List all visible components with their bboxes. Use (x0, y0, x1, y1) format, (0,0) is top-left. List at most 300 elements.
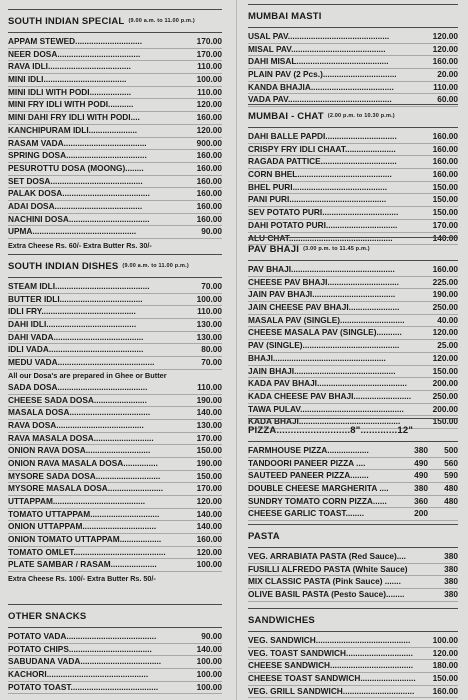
item-price: 100.00 (196, 74, 222, 85)
item-name: ALU CHAT............................................. (248, 232, 393, 243)
item-name: PESUROTTU DOSA (MOONG)........ (8, 162, 144, 173)
item-name: DAHI VADA....................................... (8, 331, 144, 342)
menu-item-row (248, 483, 458, 496)
item-name: CRISPY FRY IDLI CHAAT...................... (248, 143, 396, 154)
item-price: 160.00 (196, 175, 222, 186)
item-name: POTATO VADA....................................... (8, 631, 157, 641)
section-title: PAV BHAJI (248, 243, 300, 255)
menu-item-row (8, 656, 222, 669)
item-price: 130.00 (196, 319, 222, 330)
item-name: PAV (SINGLE).......................................... (248, 340, 400, 351)
menu-item-row (248, 277, 458, 290)
item-list (8, 36, 222, 239)
item-name: KACHORI............................................ (8, 669, 149, 680)
menu-item-row (248, 220, 458, 233)
menu-item-row (248, 673, 458, 686)
item-price-8in: 360 (414, 495, 428, 506)
menu-item-row (248, 404, 458, 417)
item-price: 110.00 (197, 306, 222, 317)
menu-item-row (248, 194, 458, 207)
item-name: MEDU VADA.......................................... (8, 357, 155, 368)
menu-item-row (248, 182, 458, 195)
item-price: 100.00 (196, 681, 222, 692)
item-name: OLIVE BASIL PASTA (Pesto Sauce)........ (248, 589, 405, 600)
item-price-8in: 200 (414, 508, 428, 519)
item-name: NACHINI DOSA................................... (8, 213, 150, 224)
item-price: 120.00 (196, 99, 222, 110)
item-name: IDLI VADA......................................... (8, 344, 144, 355)
section-time: (9.00 a.m. to 11.00 p.m.) (122, 263, 189, 269)
item-price: 160.00 (196, 213, 222, 224)
item-price: 150.00 (432, 181, 458, 192)
item-name: MIX CLASSIC PASTA (Pink Sauce) ....... (248, 576, 401, 587)
item-price: 110.00 (433, 81, 458, 92)
item-name: RAVA MASALA DOSA.......................... (8, 432, 154, 443)
item-list (248, 31, 458, 107)
menu-item-row (248, 589, 458, 602)
item-name: CHEESE PAV BHAJI............................... (248, 276, 399, 287)
menu-item-row (8, 547, 222, 560)
menu-item-row (8, 521, 222, 534)
section-header (8, 9, 222, 33)
item-name: BUTTER IDLI.................................... (8, 293, 143, 304)
menu-item-row (8, 682, 222, 695)
item-price: 110.00 (197, 61, 222, 72)
item-price: 225.00 (432, 276, 458, 287)
item-name: ONION RAVA DOSA............................ (8, 445, 151, 456)
section-header (248, 418, 458, 442)
item-price-12in: 500 (444, 445, 458, 455)
menu-item-row (248, 353, 458, 366)
item-name: MYSORE MASALA DOSA........................ (8, 483, 164, 494)
menu-item-row (8, 496, 222, 509)
item-name: ONION RAVA MASALA DOSA............... (8, 457, 158, 468)
item-price: 380 (444, 551, 458, 561)
item-price: 140.00 (196, 643, 222, 654)
item-name: NEER DOSA.................................... (8, 48, 141, 59)
item-price: 160.00 (432, 56, 458, 67)
menu-item-row (248, 648, 458, 661)
item-name: RAVA DOSA...................................... (8, 419, 144, 430)
item-price-12in: 560 (444, 457, 458, 468)
item-price: 100.00 (196, 669, 222, 680)
item-price: 120.00 (432, 352, 458, 363)
item-price: 380 (444, 563, 458, 574)
menu-item-row (8, 669, 222, 682)
item-price: 170.00 (196, 483, 222, 494)
item-name: RASAM VADA.................................... (8, 137, 147, 148)
item-price: 150.00 (196, 470, 222, 481)
item-price: 140.00 (196, 521, 222, 532)
item-name: PANI PURI.......................................... (248, 194, 387, 205)
item-name: SEV POTATO PURI................................. (248, 207, 399, 218)
item-name: RAGADA PATTICE................................. (248, 156, 397, 167)
section-time: (3.00 p.m. to 11.45 p.m.) (303, 246, 370, 252)
menu-item-row (8, 294, 222, 307)
item-price: 130.00 (196, 419, 222, 430)
item-price: 160.00 (196, 534, 222, 545)
item-price: 160.00 (432, 264, 458, 274)
menu-item-row (8, 99, 222, 112)
menu-item-row (8, 534, 222, 547)
item-name: KANCHIPURAM IDLI..................... (8, 124, 138, 135)
item-price: 250.00 (432, 390, 458, 401)
section-south-indian-dishes (8, 254, 222, 586)
section-header (8, 254, 222, 278)
item-name: DAHI BALLE PAPDI............................... (248, 131, 397, 141)
section-pasta (248, 524, 458, 602)
item-price-8in: 490 (414, 457, 428, 468)
item-name: MINI FRY IDLI WITH PODI........... (8, 99, 134, 110)
item-name: MYSORE SADA DOSA............................ (8, 470, 161, 481)
item-name: PAV BHAJI............................................. (248, 264, 395, 274)
item-name: TAWA PULAV............................................. (248, 403, 404, 414)
item-name: PLAIN PAV (2 Pcs.)................................ (248, 69, 397, 80)
item-price: 120.00 (432, 43, 458, 54)
menu-item-row (8, 433, 222, 446)
menu-item-row (8, 631, 222, 644)
item-name: JAIN BHAJI............................................ (248, 365, 396, 376)
item-price: 170.00 (196, 36, 222, 46)
menu-item-row (8, 319, 222, 332)
item-name: POTATO CHIPS.................................... (8, 643, 152, 654)
item-price-12in: 480 (444, 483, 458, 494)
item-price: 25.00 (437, 340, 458, 351)
menu-item-row (8, 188, 222, 201)
section-south-indian-special (8, 9, 222, 253)
item-list (8, 382, 222, 572)
item-price: 150.00 (432, 673, 458, 684)
menu-item-row (8, 559, 222, 572)
menu-item-row (248, 289, 458, 302)
item-name: RAVA IDLI.................................... (8, 61, 131, 72)
item-price: 120.00 (432, 31, 458, 41)
item-price: 150.00 (432, 207, 458, 218)
item-price: 160.00 (432, 131, 458, 141)
item-name: SABUDANA VADA................................... (8, 656, 162, 667)
menu-item-row (8, 281, 222, 294)
menu-item-row (248, 564, 458, 577)
item-name: DOUBLE CHEESE MARGHERITA .... (248, 483, 389, 494)
item-list (248, 131, 458, 245)
menu-item-row (248, 207, 458, 220)
menu-item-row (248, 508, 458, 521)
section-header (248, 4, 458, 28)
section-sandwiches (248, 608, 458, 698)
section-title: MUMBAI MASTI (248, 10, 322, 22)
item-price: 160.00 (432, 169, 458, 180)
menu-item-row (248, 576, 458, 589)
menu-item-row (8, 445, 222, 458)
item-price-8in: 380 (414, 445, 428, 455)
section-mumbai-masti (248, 4, 458, 107)
item-list (248, 551, 458, 602)
item-price: 380 (444, 576, 458, 587)
menu-item-row (8, 644, 222, 657)
menu-item-row (248, 144, 458, 157)
menu-item-row (8, 395, 222, 408)
section-pav-bhaji (248, 237, 458, 429)
menu-item-row (248, 44, 458, 57)
item-name: BHAJI................................................. (248, 352, 386, 363)
menu-item-row (8, 407, 222, 420)
item-name: APPAM STEWED............................. (8, 36, 142, 46)
item-name: CHEESE MASALA PAV (SINGLE)........... (248, 327, 402, 338)
item-price: 120.00 (196, 124, 222, 135)
section-title: SOUTH INDIAN DISHES (8, 260, 119, 272)
item-name: POTATO TOAST...................................... (8, 681, 159, 692)
item-price: 160.00 (432, 143, 458, 154)
section-mumbai-chat (248, 104, 458, 245)
menu-item-row (8, 125, 222, 138)
item-name: TOMATO UTTAPPAM.............................. (8, 508, 160, 519)
menu-item-row (248, 56, 458, 69)
item-name: STEAM IDLI......................................... (8, 281, 150, 291)
item-price-12in: 480 (444, 495, 458, 506)
item-price-8in: 380 (414, 483, 428, 494)
menu-item-row (248, 458, 458, 471)
item-name: UTTAPPAM........................................ (8, 496, 146, 506)
menu-item-row (8, 176, 222, 189)
extras-note: Extra Cheese Rs. 60/- Extra Butter Rs. 30/- (8, 241, 152, 250)
item-price: 110.00 (197, 86, 222, 97)
item-price: 380 (444, 589, 458, 600)
menu-item-row (8, 357, 222, 370)
menu-item-row (8, 420, 222, 433)
menu-item-row (248, 264, 458, 277)
section-title: SOUTH INDIAN SPECIAL (8, 15, 125, 27)
item-name: MASALA PAV (SINGLE)............................ (248, 314, 405, 325)
item-price: 100.00 (432, 635, 458, 645)
item-price: 140.00 (196, 508, 222, 519)
item-price: 160.00 (196, 112, 222, 123)
menu-item-row (8, 226, 222, 239)
item-name: KADA PAV BHAJI....................................... (248, 378, 407, 389)
menu-item-row (8, 49, 222, 62)
item-name: JAIN CHEESE PAV BHAJI...................... (248, 302, 400, 313)
item-price: 120.00 (196, 546, 222, 557)
menu-item-row (8, 36, 222, 49)
item-name: CHEESE TOAST SANDWICH........................ (248, 673, 416, 684)
item-price: 20.00 (437, 69, 458, 80)
menu-item-row (248, 391, 458, 404)
section-title: SANDWICHES (248, 614, 315, 626)
section-header (8, 604, 222, 628)
item-price: 150.00 (432, 416, 458, 427)
menu-item-row (8, 483, 222, 496)
item-price: 100.00 (196, 559, 222, 570)
menu-item-row (8, 471, 222, 484)
menu-item-row (8, 201, 222, 214)
item-list (248, 264, 458, 429)
menu-item-row (248, 169, 458, 182)
menu-item-row (248, 156, 458, 169)
menu-item-row (8, 61, 222, 74)
section-header (248, 608, 458, 632)
item-price: 180.00 (432, 660, 458, 671)
item-price: 160.00 (196, 162, 222, 173)
menu-item-row (248, 302, 458, 315)
item-name: MINI DAHI FRY IDLI WITH PODI.... (8, 112, 140, 123)
item-list (8, 631, 222, 694)
item-name: SUNDRY TOMATO CORN PIZZA...... (248, 495, 387, 506)
menu-item-row (248, 470, 458, 483)
menu-item-row (248, 327, 458, 340)
item-name: KADA BHAJI............................................ (248, 416, 401, 427)
menu-item-row (8, 458, 222, 471)
item-name: SPRING DOSA................................... (8, 150, 147, 161)
ghee-note: All our Dosa's are prepared in Ghee or Butter (8, 370, 167, 380)
section-time: (9.00 a.m. to 11.00 p.m.) (128, 18, 195, 24)
item-price: 120.00 (432, 647, 458, 658)
item-name: DAHI IDLI....................................... (8, 319, 137, 330)
pizza-size-8: ..........................8" (276, 424, 361, 436)
item-name: CHEESE SANDWICH.................................... (248, 660, 414, 671)
item-price: 140.00 (432, 232, 458, 243)
item-name: CHEESE SADA DOSA....................... (8, 394, 147, 405)
item-price: 120.00 (196, 496, 222, 506)
item-price: 100.00 (196, 656, 222, 667)
menu-item-row (248, 315, 458, 328)
menu-item-row (248, 635, 458, 648)
item-name: VEG. TOAST SANDWICH............................. (248, 647, 413, 658)
item-name: SAUTEED PANEER PIZZA........ (248, 470, 369, 481)
item-name: MINI IDLI WITH PODI.................. (8, 86, 132, 97)
menu-item-row (8, 509, 222, 522)
item-price: 160.00 (196, 200, 222, 211)
item-price: 100.00 (196, 293, 222, 304)
menu-item-row (248, 82, 458, 95)
menu-item-row (248, 445, 458, 458)
section-title: OTHER SNACKS (8, 610, 87, 622)
item-price: 170.00 (196, 48, 222, 59)
item-name: CORN BHEL......................................... (248, 169, 392, 180)
item-price: 110.00 (197, 381, 222, 392)
section-other-snacks (8, 604, 222, 694)
menu-item-row (248, 69, 458, 82)
item-price: 160.00 (196, 188, 222, 199)
item-price: 60.00 (437, 94, 458, 105)
item-price: 170.00 (432, 219, 458, 230)
item-name: SADA DOSA....................................... (8, 381, 148, 392)
item-name: JAIN PAV BHAJI.................................... (248, 289, 396, 300)
item-name: USAL PAV............................................ (248, 31, 390, 41)
item-price: 170.00 (196, 432, 222, 443)
item-name: MISAL PAV......................................... (248, 43, 386, 54)
item-name: FUSILLI ALFREDO PASTA (White Sauce) (248, 563, 408, 574)
item-list (248, 635, 458, 698)
item-list (248, 445, 458, 521)
section-time: (2.00 p.m. to 10.30 p.m.) (327, 113, 395, 119)
menu-item-row (248, 131, 458, 144)
item-name: DAHI MISAL........................................ (248, 56, 389, 67)
section-title: PIZZA (248, 424, 277, 436)
menu-item-row (248, 686, 458, 699)
menu-item-row (8, 74, 222, 87)
menu-item-row (8, 138, 222, 151)
item-price: 130.00 (196, 331, 222, 342)
item-price: 900.00 (196, 137, 222, 148)
menu-item-row (8, 150, 222, 163)
menu-item-row (8, 306, 222, 319)
menu-item-row (248, 340, 458, 353)
item-name: UPMA............................................. (8, 226, 137, 237)
item-price: 40.00 (437, 314, 458, 325)
item-name: PLATE SAMBAR / RASAM.................... (8, 559, 157, 570)
menu-item-row (8, 112, 222, 125)
item-name: TOMATO OMLET........................................ (8, 546, 166, 557)
item-name: TANDOORI PANEER PIZZA .... (248, 457, 366, 468)
pizza-size-12: .............12" (360, 424, 414, 436)
item-name: BHEL PURI......................................... (248, 181, 388, 192)
item-price: 160.00 (196, 150, 222, 161)
item-price: 120.00 (432, 327, 458, 338)
menu-item-row (8, 332, 222, 345)
item-price: 160.00 (432, 685, 458, 696)
item-name: MASALA DOSA................................... (8, 407, 151, 418)
menu-item-row (248, 496, 458, 509)
item-name: FARMHOUSE PIZZA.................. (248, 445, 369, 455)
menu-item-row (8, 87, 222, 100)
item-list (8, 281, 222, 370)
item-name: ONION TOMATO UTTAPPAM.................. (8, 534, 162, 545)
menu-item-row (8, 214, 222, 227)
item-price: 200.00 (432, 378, 458, 389)
menu-item-row (248, 551, 458, 564)
item-price: 140.00 (196, 407, 222, 418)
item-price: 160.00 (432, 156, 458, 167)
section-header (248, 104, 458, 128)
item-price: 150.00 (432, 365, 458, 376)
item-name: DAHI POTATO PURI............................... (248, 219, 398, 230)
section-header (248, 524, 458, 548)
item-name: PALAK DOSA...................................... (8, 188, 150, 199)
item-name: VEG. GRILL SANDWICH............................... (248, 685, 415, 696)
menu-item-row (8, 344, 222, 357)
item-name: KADA CHEESE PAV BHAJI......................... (248, 390, 412, 401)
item-price: 190.00 (432, 289, 458, 300)
item-name: MINI IDLI.................................... (8, 74, 127, 85)
item-name: CHEESE GARLIC TOAST........ (248, 508, 365, 519)
menu-item-row (248, 31, 458, 44)
item-price: 150.00 (432, 194, 458, 205)
item-price: 70.00 (201, 281, 222, 291)
item-price: 200.00 (432, 403, 458, 414)
item-name: IDLI FRY......................................... (8, 306, 136, 317)
menu-item-row (248, 660, 458, 673)
item-price: 190.00 (196, 394, 222, 405)
section-pizza (248, 418, 458, 521)
item-price: 190.00 (196, 457, 222, 468)
item-name: VEG. SANDWICH......................................... (248, 635, 411, 645)
item-price: 250.00 (432, 302, 458, 313)
section-title: PASTA (248, 530, 280, 542)
item-name: ONION UTTAPPAM................................ (8, 521, 157, 532)
item-price: 90.00 (201, 226, 222, 237)
menu-item-row (8, 382, 222, 395)
item-price: 80.00 (201, 344, 222, 355)
item-name: VADA PAV............................................. (248, 94, 392, 105)
item-price: 90.00 (201, 631, 222, 641)
menu-item-row (248, 366, 458, 379)
item-name: KANDA BHAJIA.................................... (248, 81, 394, 92)
item-name: SET DOSA........................................ (8, 175, 143, 186)
item-price: 70.00 (201, 357, 222, 368)
section-title: MUMBAI - CHAT (248, 110, 324, 122)
item-price-12in: 590 (444, 470, 458, 481)
menu-item-row (8, 163, 222, 176)
extras-note: Extra Cheese Rs. 100/- Extra Butter Rs. 50/- (8, 574, 156, 584)
